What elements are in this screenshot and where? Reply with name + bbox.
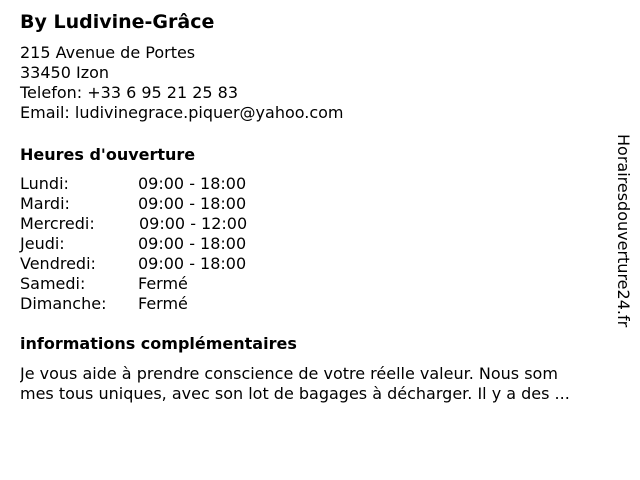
description-line: mes tous uniques, avec son lot de bagages à décharger. Il y a des ...: [20, 384, 570, 403]
day-label: Dimanche:: [20, 294, 107, 313]
hours-row-monday: [20, 174, 350, 194]
day-label: Jeudi:: [20, 234, 65, 253]
day-hours: Fermé: [138, 294, 188, 313]
day-hours: 09:00 - 18:00: [138, 194, 247, 213]
opening-hours-heading: Heures d'ouverture: [20, 145, 196, 164]
hours-row-sunday: [20, 294, 350, 314]
contact-block: [20, 43, 344, 123]
day-hours: 09:00 - 12:00: [139, 214, 248, 233]
day-label: Vendredi:: [20, 254, 96, 273]
description-line: Je vous aide à prendre conscience de votre réelle valeur. Nous som: [20, 364, 558, 383]
day-label: Lundi:: [20, 174, 69, 193]
email-address: Email: ludivinegrace.piquer@yahoo.com: [20, 103, 344, 122]
additional-info-heading: informations complémentaires: [20, 334, 297, 353]
day-hours: 09:00 - 18:00: [138, 234, 247, 253]
hours-row-friday: [20, 254, 350, 274]
business-name: By Ludivine-Grâce: [20, 11, 215, 33]
hours-row-tuesday: [20, 194, 350, 214]
opening-hours-list: [20, 174, 350, 314]
address-street: 215 Avenue de Portes: [20, 43, 196, 62]
day-label: Samedi:: [20, 274, 86, 293]
site-watermark: Horairesdouverture24.fr: [614, 134, 633, 328]
additional-info-text: [20, 364, 620, 404]
day-label: Mardi:: [20, 194, 70, 213]
hours-row-thursday: [20, 234, 350, 254]
hours-row-saturday: [20, 274, 350, 294]
phone-number: Telefon: +33 6 95 21 25 83: [20, 83, 239, 102]
day-hours: Fermé: [138, 274, 188, 293]
day-hours: 09:00 - 18:00: [138, 254, 247, 273]
day-label: Mercredi:: [20, 214, 95, 233]
hours-row-wednesday: [20, 214, 350, 234]
address-city: 33450 Izon: [20, 63, 110, 82]
day-hours: 09:00 - 18:00: [138, 174, 247, 193]
